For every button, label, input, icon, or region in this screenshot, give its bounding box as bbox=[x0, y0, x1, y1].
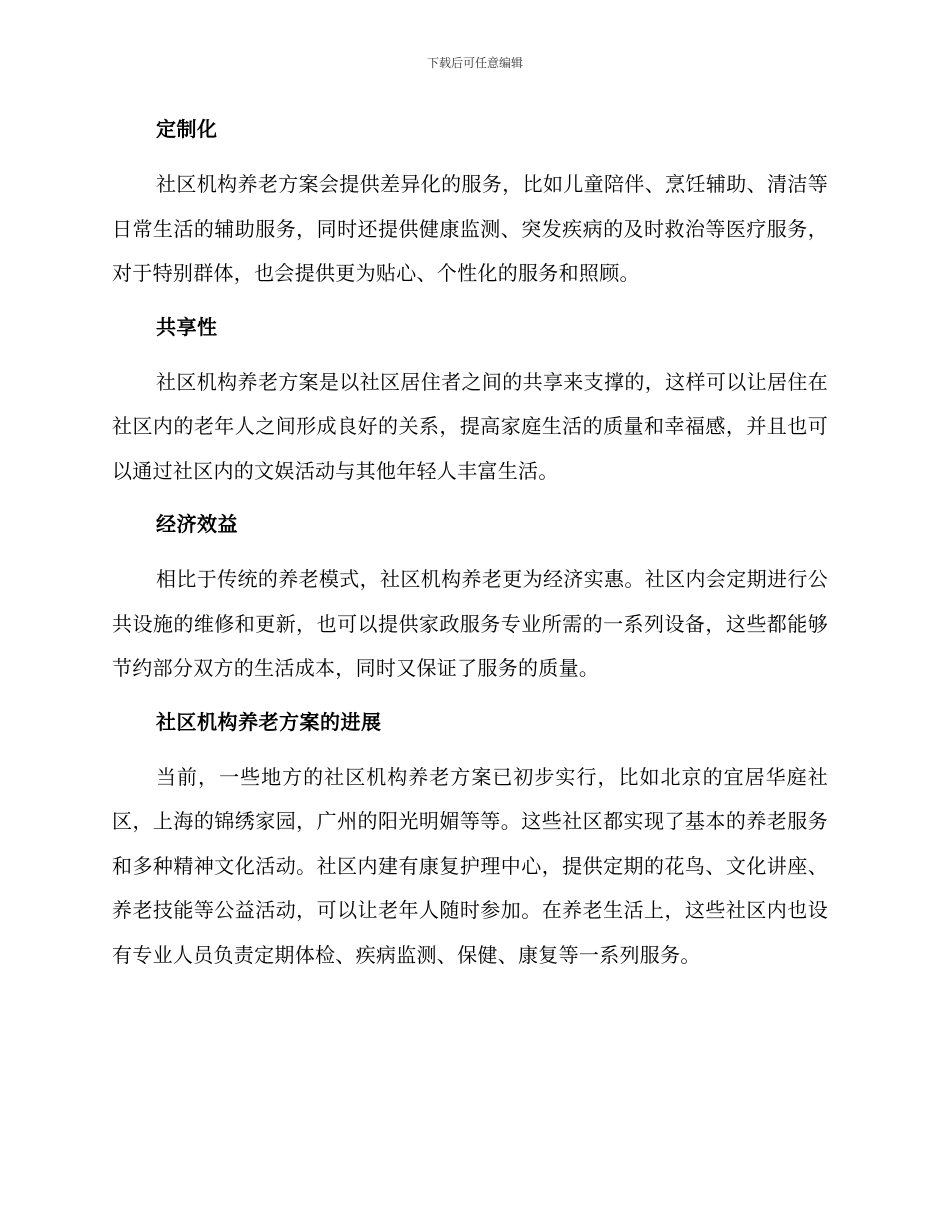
section-paragraph-progress: 当前，一些地方的社区机构养老方案已初步实行，比如北京的宜居华庭社区，上海的锦绣家园，广州的阳光明媚等等。这些社区都实现了基本的养老服务和多种精神文化活动。社区内建有康复护理中心，提供定期的花鸟、文化讲座、养老技能等公益活动，可以让老年人随时参加。在养老生活上，这些社区内也设有专业人员负责定期体检、疾病监测、保健、康复等一系列服务。 bbox=[112, 764, 828, 967]
section-heading-sharing: 共享性 bbox=[156, 314, 218, 339]
document-body bbox=[112, 110, 828, 977]
section-heading-customization: 定制化 bbox=[156, 117, 218, 141]
section-heading-progress: 社区机构养老方案的进展 bbox=[156, 709, 382, 734]
section-paragraph-sharing: 社区机构养老方案是以社区居住者之间的共享来支撑的，这样可以让居住在社区内的老年人之间形成良好的关系，提高家庭生活的质量和幸福感，并且也可以通过社区内的文娱活动与其他年轻人丰富生活。 bbox=[112, 369, 828, 483]
section-heading-economic-benefit: 经济效益 bbox=[156, 512, 238, 536]
header-note: 下载后可任意编辑 bbox=[426, 56, 523, 70]
section-paragraph-customization: 社区机构养老方案会提供差异化的服务，比如儿童陪伴、烹饪辅助、清洁等日常生活的辅助服务，同时还提供健康监测、突发疾病的及时救治等医疗服务，对于特别群体，也会提供更为贴心、个性化的服务和照顾。 bbox=[112, 172, 828, 285]
section-paragraph-economic-benefit: 相比于传统的养老模式，社区机构养老更为经济实惠。社区内会定期进行公共设施的维修和更新，也可以提供家政服务专业所需的一系列设备，这些都能够节约部分双方的生活成本，同时又保证了服务的质量。 bbox=[112, 567, 828, 680]
